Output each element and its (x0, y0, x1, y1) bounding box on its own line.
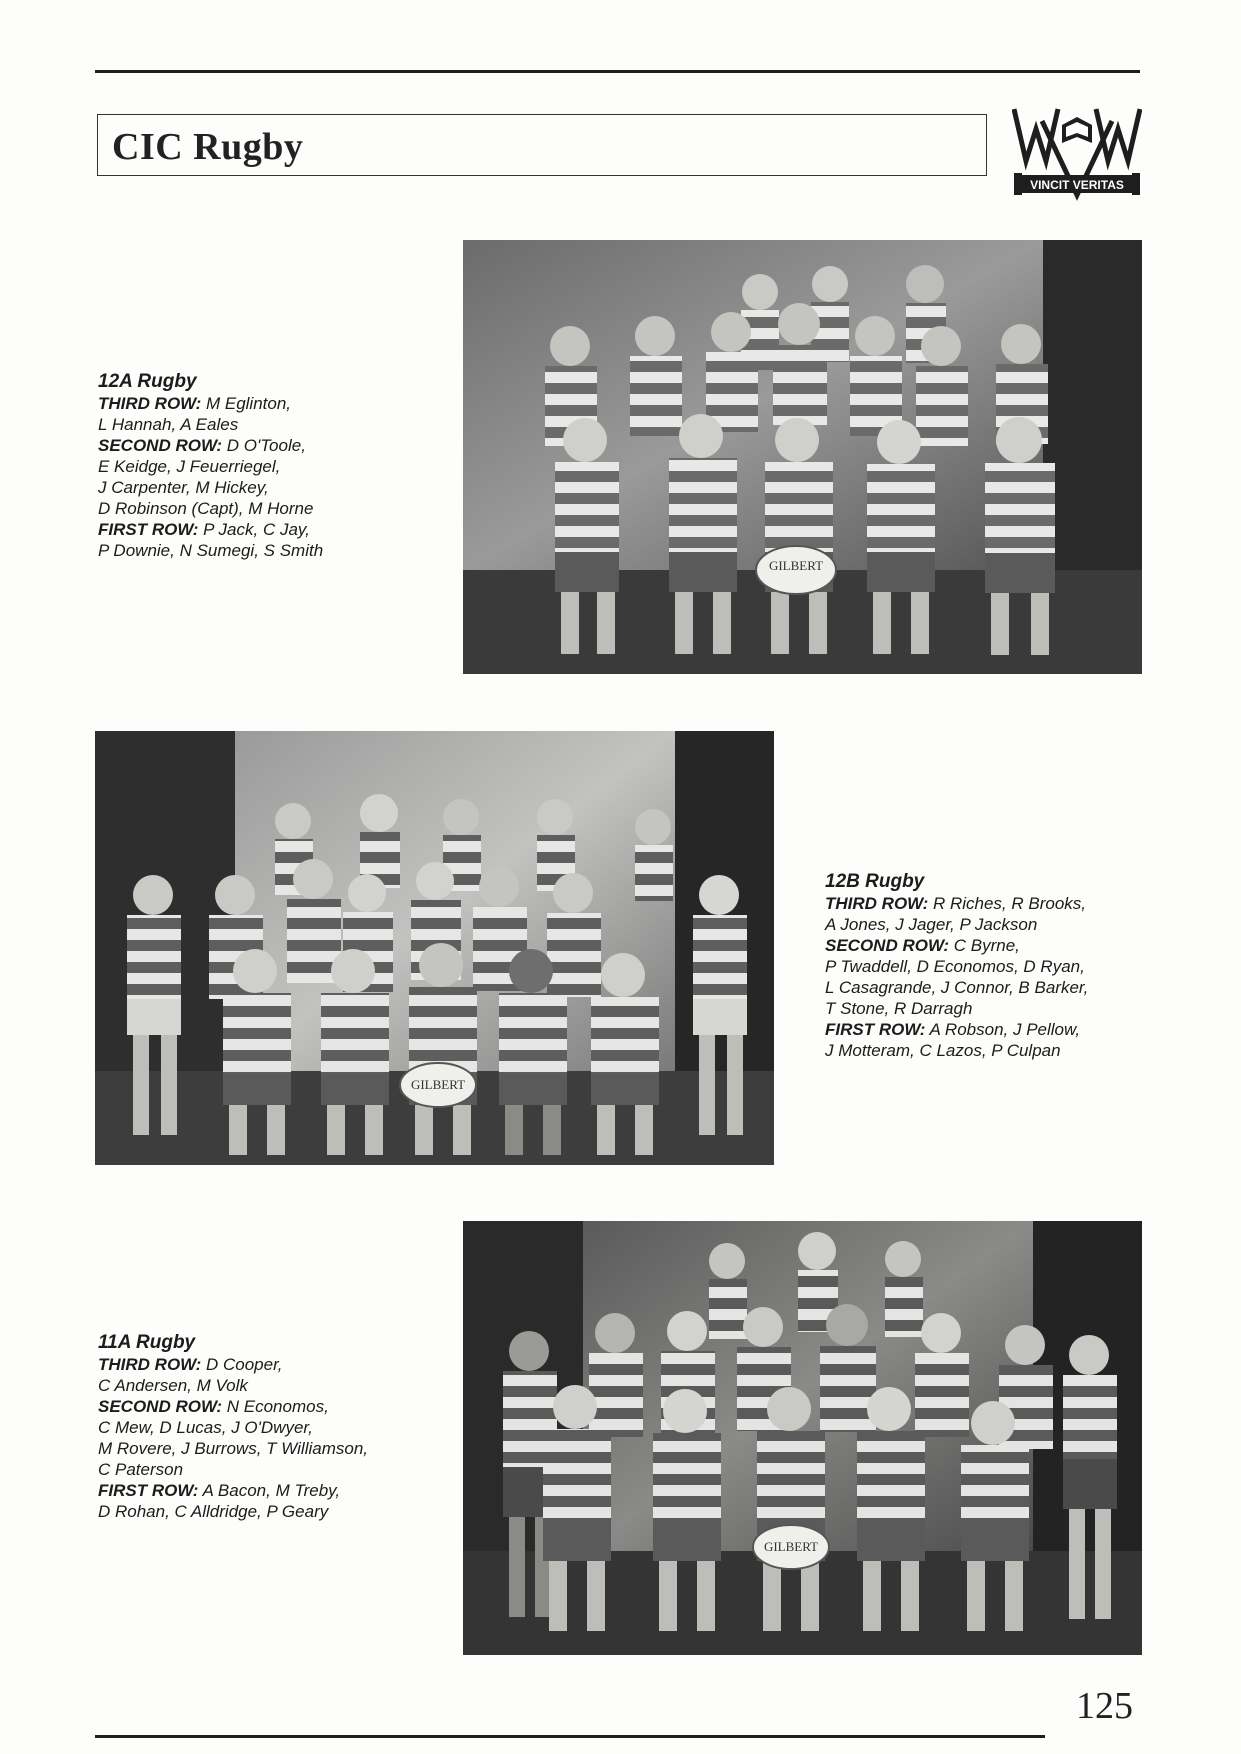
first-row-names: P Jack, C Jay, (198, 520, 310, 539)
second-row-label: SECOND ROW: (98, 436, 223, 455)
team-name: 12B Rugby (825, 871, 925, 892)
team-name: 11A Rugby (98, 1332, 196, 1353)
team-photo-12a (463, 240, 1142, 674)
first-row-names: J Motteram, C Lazos, P Culpan (825, 1041, 1061, 1060)
caption-11a (98, 1332, 368, 1522)
third-row-label: THIRD ROW: (98, 394, 202, 413)
caption-12b (825, 871, 1088, 1061)
second-row-names: J Carpenter, M Hickey, (98, 478, 269, 497)
second-row-names: D Robinson (Capt), M Horne (98, 499, 314, 518)
team-name: 12A Rugby (98, 371, 197, 392)
second-row-label: SECOND ROW: (98, 1397, 223, 1416)
caption-12a (98, 371, 323, 561)
second-row-names: N Economos, (222, 1397, 329, 1416)
third-row-names: L Hannah, A Eales (98, 415, 239, 434)
second-row-names: D O'Toole, (222, 436, 306, 455)
ball-label: GILBERT (768, 558, 824, 573)
first-row-names: P Downie, N Sumegi, S Smith (98, 541, 324, 560)
third-row-label: THIRD ROW: (98, 1355, 202, 1374)
ball-label: GILBERT (763, 1539, 819, 1554)
third-row-names: A Jones, J Jager, P Jackson (825, 915, 1038, 934)
first-row-names: D Rohan, C Alldridge, P Geary (98, 1502, 329, 1521)
ball-label: GILBERT (410, 1077, 466, 1092)
second-row-names: C Byrne, (949, 936, 1020, 955)
second-row-names: C Mew, D Lucas, J O'Dwyer, (98, 1418, 313, 1437)
first-row-names: A Bacon, M Treby, (198, 1481, 341, 1500)
second-row-names: C Paterson (98, 1460, 184, 1479)
page-title: CIC Rugby (112, 126, 304, 168)
first-row-label: FIRST ROW: (825, 1020, 926, 1039)
title-box (97, 114, 987, 176)
third-row-names: D Cooper, (201, 1355, 283, 1374)
second-row-names: E Keidge, J Feuerriegel, (98, 457, 281, 476)
second-row-label: SECOND ROW: (825, 936, 950, 955)
third-row-names: R Riches, R Brooks, (928, 894, 1087, 913)
second-row-names: P Twaddell, D Economos, D Ryan, (825, 957, 1085, 976)
second-row-names: M Rovere, J Burrows, T Williamson, (98, 1439, 369, 1458)
top-rule (95, 70, 1140, 73)
team-photo-12b (95, 731, 774, 1165)
page-number: 125 (1076, 1685, 1133, 1727)
crest-motto: VINCIT VERITAS (1030, 178, 1124, 192)
third-row-label: THIRD ROW: (825, 894, 929, 913)
bottom-rule (95, 1735, 1045, 1738)
third-row-names: M Eglinton, (201, 394, 292, 413)
third-row-names: C Andersen, M Volk (98, 1376, 248, 1395)
school-crest-logo (1012, 103, 1142, 211)
team-photo-11a (463, 1221, 1142, 1655)
first-row-label: FIRST ROW: (98, 520, 199, 539)
second-row-names: T Stone, R Darragh (825, 999, 973, 1018)
second-row-names: L Casagrande, J Connor, B Barker, (825, 978, 1089, 997)
first-row-label: FIRST ROW: (98, 1481, 199, 1500)
first-row-names: A Robson, J Pellow, (925, 1020, 1081, 1039)
